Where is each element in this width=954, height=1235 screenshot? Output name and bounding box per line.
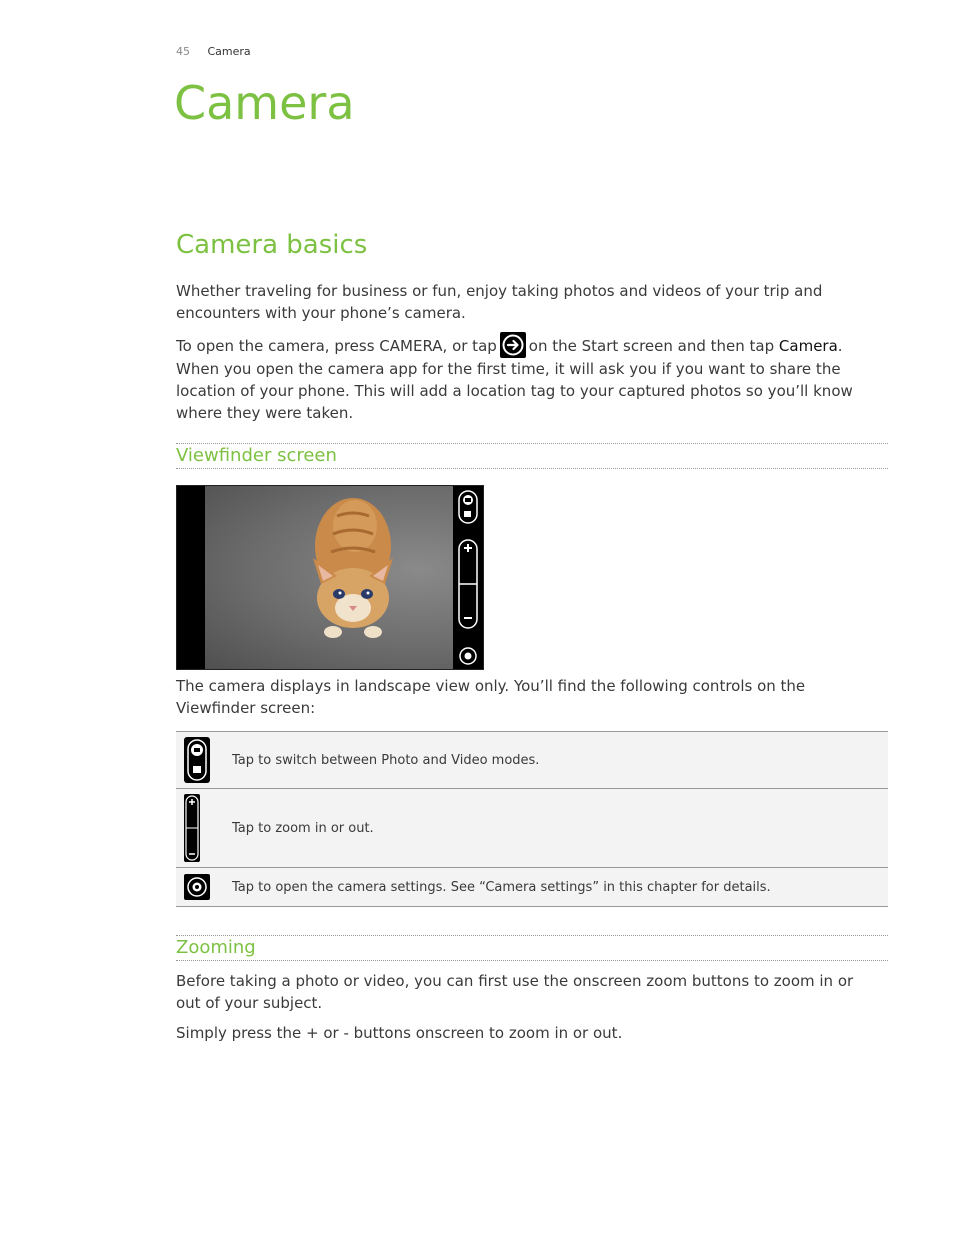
viewfinder-heading-rule xyxy=(176,443,888,469)
open-camera-text-end: . When you open the camera app for the first time, it will ask you if you want to share the location of your phone. This will add a location tag to your captured photos so you’ll know where they were taken. xyxy=(176,337,853,422)
kitten-photo xyxy=(205,486,484,670)
table-icon-cell xyxy=(176,732,232,789)
viewfinder-description: The camera displays in landscape view only. You’ll find the following controls on the Viewfinder screen: xyxy=(176,677,806,717)
table-row xyxy=(176,732,888,789)
table-cell: Tap to switch between Photo and Video modes. xyxy=(232,732,888,789)
viewfinder-control-bar xyxy=(453,486,483,670)
viewfinder-controls-table xyxy=(176,731,888,907)
table-row xyxy=(176,789,888,868)
photo-video-toggle-icon xyxy=(184,737,210,783)
kitten-illustration xyxy=(205,486,484,670)
viewfinder-screenshot xyxy=(176,485,484,670)
open-camera-text-middle: on the Start screen and then tap xyxy=(528,337,775,355)
subsection-heading-zooming: Zooming xyxy=(176,937,256,958)
intro-paragraph: Whether traveling for business or fun, enjoy taking photos and videos of your trip and encounters with your phone’s camera. xyxy=(176,282,823,322)
running-section-title: Camera xyxy=(207,45,251,58)
page-number: 45 xyxy=(176,45,190,58)
section-heading-camera-basics: Camera basics xyxy=(176,230,368,260)
table-icon-cell xyxy=(176,868,232,907)
table-cell: Tap to zoom in or out. xyxy=(232,789,888,868)
table-icon-cell xyxy=(176,789,232,868)
open-camera-text-start: To open the camera, press CAMERA, or tap xyxy=(176,337,497,355)
zooming-paragraph-2: Simply press the + or - buttons onscreen to zoom in or out. xyxy=(176,1024,623,1042)
zooming-paragraph-1: Before taking a photo or video, you can first use the onscreen zoom buttons to zoom in or out of your subject. xyxy=(176,972,854,1012)
chapter-title: Camera xyxy=(174,76,355,130)
zoom-slider-icon xyxy=(184,794,200,862)
zooming-heading-rule xyxy=(176,935,888,961)
camera-app-keyword: Camera xyxy=(778,337,838,355)
arrow-right-circle-icon xyxy=(500,332,526,358)
settings-gear-icon xyxy=(184,874,210,900)
table-cell: Tap to open the camera settings. See “Camera settings” in this chapter for details. xyxy=(232,868,888,907)
running-header xyxy=(176,45,251,58)
open-camera-paragraph xyxy=(176,332,876,424)
subsection-heading-viewfinder: Viewfinder screen xyxy=(176,445,337,466)
table-row xyxy=(176,868,888,907)
